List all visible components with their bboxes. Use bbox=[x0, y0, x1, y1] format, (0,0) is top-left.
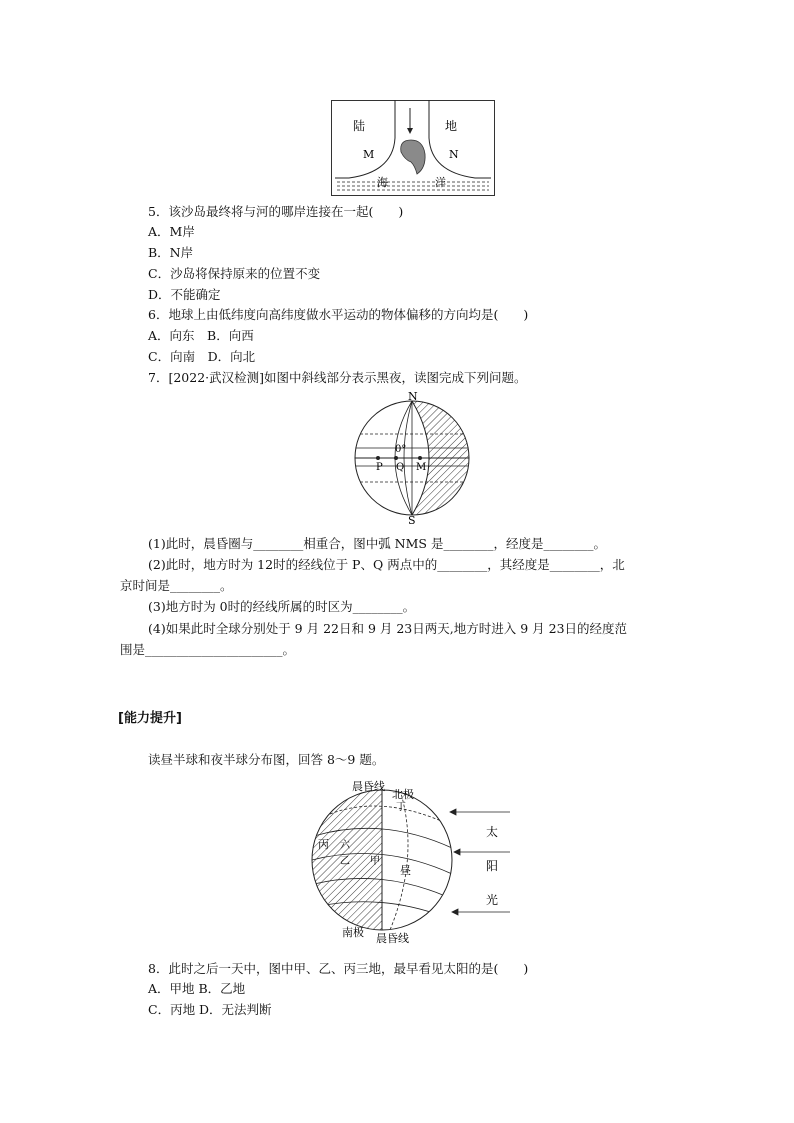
north-label: N bbox=[408, 390, 418, 403]
q8-options-cd: C．丙地 D．无法判断 bbox=[148, 1002, 272, 1017]
zero-degree-label: 0° bbox=[395, 444, 407, 455]
section-title: [能力提升] bbox=[118, 711, 182, 726]
bank-n-label: N bbox=[449, 148, 459, 161]
bank-m-label: M bbox=[363, 148, 375, 161]
bing-label: 丙 bbox=[318, 838, 329, 851]
q5-option-a: A．M岸 bbox=[148, 224, 195, 239]
day-label: 昼 bbox=[400, 864, 411, 877]
q7-sub4-line2: 围是______________________。 bbox=[120, 642, 296, 657]
q6-options-cd: C．向南 D．向北 bbox=[148, 349, 256, 364]
land-right-label: 地 bbox=[445, 119, 458, 133]
q7-sub4-line1: (4)如果此时全球分别处于 9 月 22日和 9 月 23日两天,地方时进入 9 月 23日的经度范 bbox=[148, 621, 628, 636]
yi-label: 乙 bbox=[340, 856, 350, 867]
land-left-label: 陆 bbox=[353, 119, 366, 133]
point-m-label: M bbox=[416, 462, 427, 473]
south-label: S bbox=[408, 514, 416, 526]
q6-stem: 6．地球上由低纬度向高纬度做水平运动的物体偏移的方向均是( ) bbox=[148, 307, 529, 322]
q7-stem: 7．[2022·武汉检测]如图中斜线部分表示黑夜，读图完成下列问题。 bbox=[148, 370, 527, 385]
q7-sub2-line2: 京时间是________。 bbox=[120, 578, 233, 593]
globe-night-figure bbox=[350, 390, 474, 526]
q8-options-ab: A．甲地 B．乙地 bbox=[148, 981, 246, 996]
north-pole-label: 北极 bbox=[392, 788, 414, 801]
point-p-label: P bbox=[376, 462, 383, 473]
q7-sub2-line1: (2)此时，地方时为 12时的经线位于 P、Q 两点中的________，其经度是________，北 bbox=[148, 557, 625, 572]
q5-option-c: C．沙岛将保持原来的位置不变 bbox=[148, 266, 321, 281]
q5-option-d: D．不能确定 bbox=[148, 287, 221, 302]
sea-left-label: 海 bbox=[377, 176, 388, 189]
q8-stem: 8．此时之后一天中，图中甲、乙、丙三地，最早看见太阳的是( ) bbox=[148, 961, 529, 976]
q6-options-ab: A．向东 B．向西 bbox=[148, 328, 254, 343]
q7-sub3: (3)地方时为 0时的经线所属的时区为________。 bbox=[148, 599, 416, 614]
q7-sub1: (1)此时，晨昏圈与________相重合，图中弧 NMS 是________，经度是________。 bbox=[148, 536, 606, 551]
terminator-bottom-label: 晨昏线 bbox=[376, 932, 409, 945]
q5-stem: 5．该沙岛最终将与河的哪岸连接在一起( ) bbox=[148, 204, 404, 219]
south-pole-label: 南极 bbox=[342, 926, 364, 939]
sunlight-char-3: 光 bbox=[486, 893, 499, 907]
day-night-figure bbox=[300, 776, 520, 948]
liu-label: 六 bbox=[340, 840, 350, 851]
point-q-label: Q bbox=[396, 462, 405, 473]
q5-option-b: B．N岸 bbox=[148, 245, 194, 260]
sunlight-char-1: 太 bbox=[486, 825, 499, 839]
sea-right-label: 洋 bbox=[435, 176, 446, 189]
river-sandbar-figure bbox=[331, 100, 495, 196]
terminator-top-label: 晨昏线 bbox=[352, 780, 385, 793]
intro-text: 读昼半球和夜半球分布图，回答 8～9 题。 bbox=[148, 752, 385, 767]
ding-label: 丁 bbox=[396, 802, 406, 813]
sunlight-char-2: 阳 bbox=[486, 859, 499, 873]
jia-label: 甲 bbox=[370, 856, 380, 867]
